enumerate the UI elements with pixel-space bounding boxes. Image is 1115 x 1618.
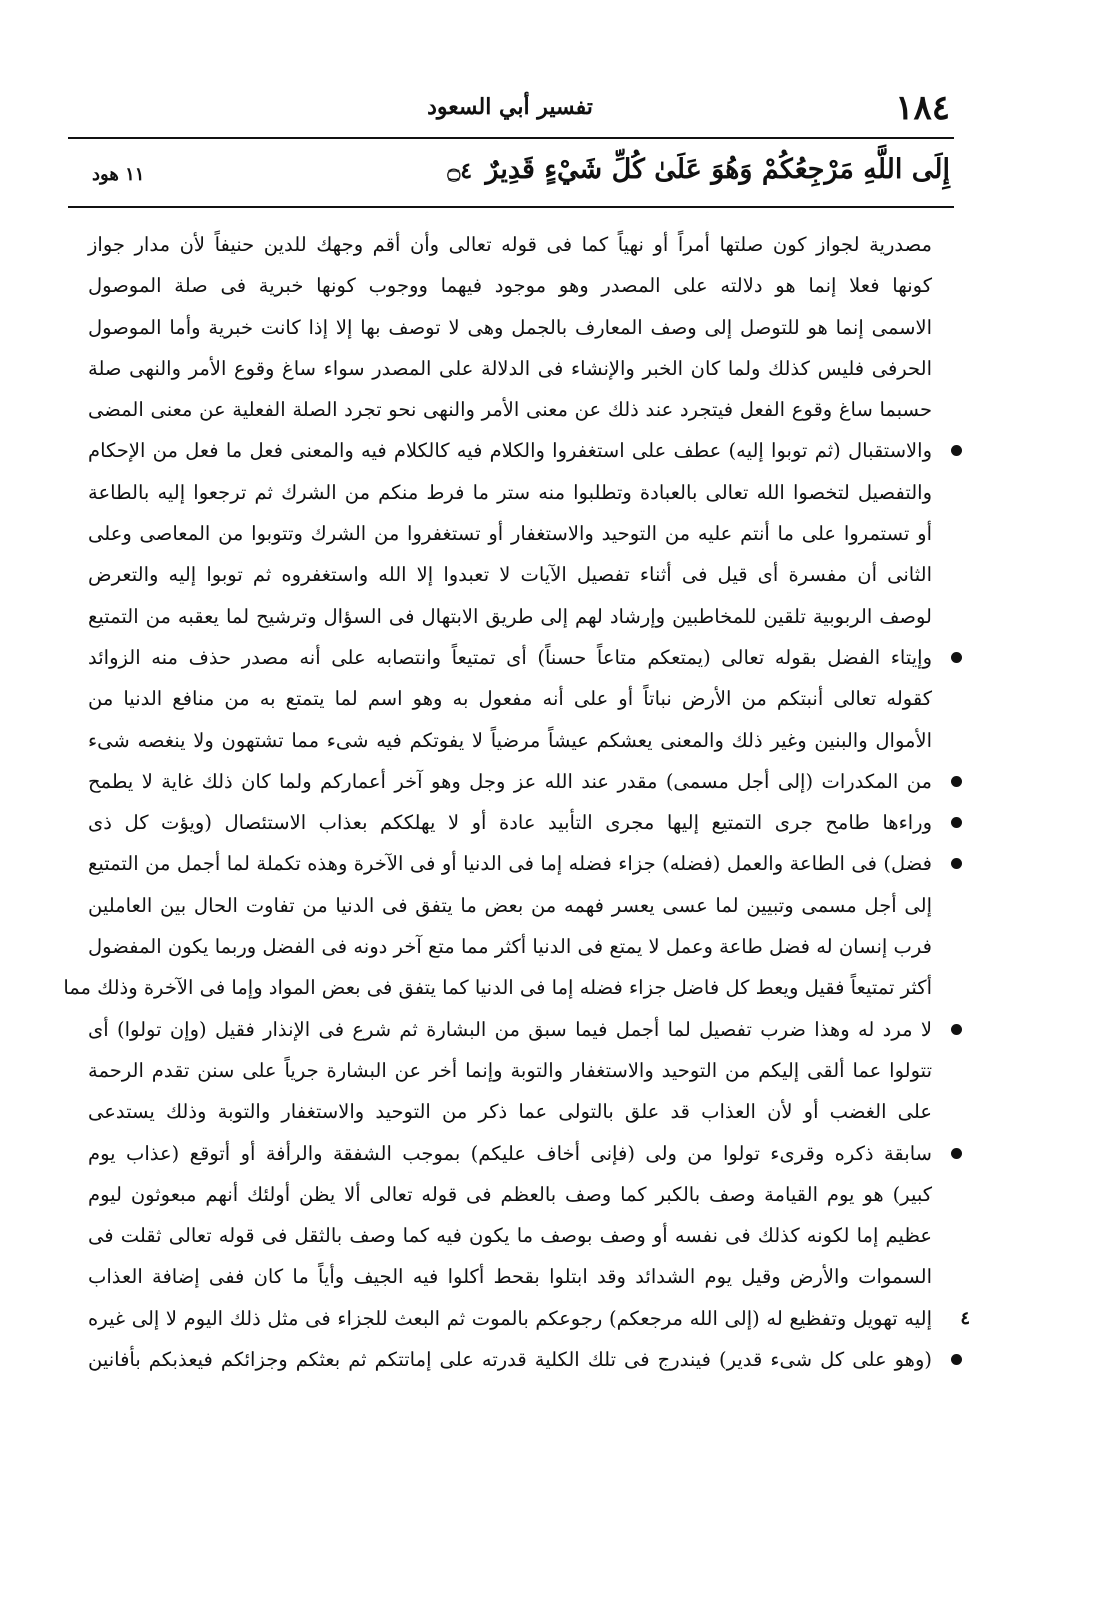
text-line (88, 1133, 932, 1174)
line-text: عظيم إما لكونه كذلك فى نفسه أو وصف بوصف ما يكون فيه كما وصف بالثقل فى قوله تعالى ثقلت فى (88, 1224, 932, 1248)
line-text: لوصف الربوبية تلقين للمخاطبين وإرشاد لهم إلى طريق الابتهال فى السؤال وترشيح لما يعقبه من التمتيع (88, 604, 932, 628)
text-line (63, 967, 932, 1008)
line-text: إليه تهويل وتفظيع له (إلى الله مرجعكم) رجوعكم بالموت ثم البعث للجزاء فى مثل ذلك اليوم لا إلى غيره (88, 1306, 932, 1330)
line-text: الأموال والبنين وغير ذلك والمعنى يعشكم عيشاً مرضياً لا يفوتكم فيه شىء مما تشتهون ولا ينغصه شىء (88, 728, 932, 752)
quran-verse (447, 154, 950, 185)
line-text: أكثر تمتيعاً فقيل ويعط كل فاضل جزاء فضله إما فى الدنيا كما يتفق فى بعض المواد وإما فى الآخرة وذلك مما (63, 976, 932, 1000)
line-text: فرب إنسان له فضل طاعة وعمل لا يمتع فى الدنيا أكثر مما متع آخر دونه فى الفضل وربما يكون المفضول (88, 935, 933, 959)
text-line (88, 843, 932, 884)
line-text: السموات والأرض وقيل يوم الشدائد وقد ابتلوا بقحط أكلوا فيه الجيف وأياً ما كان ففى إضافة العذاب (88, 1265, 932, 1289)
paragraph-bullet-icon (951, 445, 962, 456)
line-text: لا مرد له وهذا ضرب تفصيل لما أجمل فيما سبق من البشارة ثم شرع فى الإنذار فقيل (وإن تولوا) أى (88, 1017, 932, 1041)
text-line (88, 1339, 932, 1380)
text-line (88, 678, 932, 719)
text-line (88, 265, 932, 306)
line-text: الحرفى فليس كذلك ولما كان الخبر والإنشاء فى الدلالة على المصدر سواء ساغ وقوع الأمر والنهى صلة (88, 356, 932, 380)
text-line (88, 926, 932, 967)
verse-end-icon: ۝٤ (447, 157, 473, 184)
text-line (88, 1050, 932, 1091)
line-text: كقوله تعالى أنبتكم من الأرض نباتاً أو على أنه مفعول به وهو اسم لما يتمتع به من منافع الدنيا من (88, 687, 932, 711)
line-text: الثانى أن مفسرة أى قيل فى أثناء تفصيل الآيات لا تعبدوا إلا الله واستغفروه ثم توبوا إليه والتعرض (88, 563, 932, 587)
paragraph-bullet-icon (951, 776, 962, 787)
line-text: وإيتاء الفضل بقوله تعالى (يمتعكم متاعاً حسناً) أى تمتيعاً وانتصابه على أنه مصدر حذف منه الزوائد (88, 645, 932, 669)
text-line (88, 389, 932, 430)
header-divider (68, 137, 954, 139)
line-text: كبير) هو يوم القيامة وصف بالكبر كما وصف بالعظم فى قوله تعالى ألا يظن أولئك أنهم مبعوثون ليوم (88, 1182, 932, 1206)
verse-divider (68, 206, 954, 208)
text-line (88, 885, 932, 926)
line-text: (وهو على كل شىء قدير) فيندرج فى تلك الكلية قدرته على إماتتكم ثم بعثكم وجزائكم فيعذبكم بأفانين (88, 1348, 932, 1372)
text-line (88, 472, 932, 513)
line-text: كونها فعلا إنما هو دلالته على المصدر وهو موجود فيهما ووجوب كونها خبرية فى صلة الموصول (88, 274, 932, 298)
paragraph-bullet-icon (951, 1024, 962, 1035)
line-text: الاسمى إنما هو للتوصل إلى وصف المعارف بالجمل وهى لا توصف بها إلا إذا كانت خبرية وأما الموصول (88, 315, 932, 339)
text-line (88, 1256, 932, 1297)
line-text: وراءها طامح جرى التمتيع إليها مجرى التأبيد عادة أو لا يهلككم بعذاب الاستئصال (ويؤت كل ذى (88, 811, 932, 835)
verse-number-marker: ٤ (960, 1307, 970, 1329)
text-line (88, 637, 932, 678)
paragraph-bullet-icon (951, 652, 962, 663)
quran-verse-text: إِلَى اللَّهِ مَرْجِعُكُمْ وَهُوَ عَلَىٰ كُلِّ شَيْءٍ قَدِيرٌ (485, 154, 950, 185)
text-line (88, 513, 932, 554)
paragraph-bullet-icon (951, 1354, 962, 1365)
text-line (88, 761, 932, 802)
line-text: أو تستمروا على ما أنتم عليه من التوحيد والاستغفار أو تستغفروا من الشرك وتتوبوا من المعاصى وعلى (88, 522, 932, 546)
text-line (88, 1009, 932, 1050)
line-text: والتفصيل لتخصوا الله تعالى بالعبادة وتطلبوا منه ستر ما فرط منكم من الشرك ثم ترجعوا إليه بالطاعة (88, 480, 932, 504)
line-text: إلى أجل مسمى وتبيين لما عسى يعسر فهمه من بعض ما يتفق فى الدنيا من تفاوت الحال بين العاملين (88, 893, 932, 917)
running-head (70, 88, 950, 128)
text-line (88, 1091, 932, 1132)
tafsir-body-text (63, 224, 970, 1380)
text-line (88, 720, 932, 761)
line-text: من المكدرات (إلى أجل مسمى) مقدر عند الله عز وجل وهو آخر أعماركم ولما كان ذلك غاية لا يطمح (88, 769, 932, 793)
text-line (88, 224, 932, 265)
text-line (88, 1174, 932, 1215)
page-number: ١٨٤ (895, 88, 950, 128)
paragraph-bullet-icon (951, 1148, 962, 1159)
line-text: تتولوا عما ألقى إليكم من التوحيد والاستغفار والتوبة وإنما أخر عن البشارة جرياً على سنن تقدم الرحمة (88, 1058, 932, 1082)
text-line (88, 802, 932, 843)
line-text: والاستقبال (ثم توبوا إليه) عطف على استغفروا والكلام فيه كالكلام فيه والمعنى فعل ما فعل من الإحكام (88, 439, 932, 463)
text-line (88, 1298, 970, 1339)
line-text: سابقة ذكره وقرىء تولوا من ولى (فإنى أخاف عليكم) بموجب الشفقة والرأفة أو أتوقع (عذاب يوم (88, 1141, 932, 1165)
paragraph-bullet-icon (951, 858, 962, 869)
book-title: تفسير أبي السعود (427, 94, 593, 120)
text-line (88, 430, 932, 471)
line-text: حسبما ساغ وقوع الفعل فيتجرد عند ذلك عن معنى الأمر والنهى نحو تجرد الصلة الفعلية عن معنى المضى (88, 398, 932, 422)
line-text: فضل) فى الطاعة والعمل (فضله) جزاء فضله إما فى الدنيا أو فى الآخرة وهذه تكملة لما أجمل من التمتيع (88, 852, 932, 876)
quran-verse-header (70, 150, 950, 198)
paragraph-bullet-icon (951, 817, 962, 828)
text-line (88, 554, 932, 595)
text-line (88, 348, 932, 389)
text-line (88, 307, 932, 348)
text-line (88, 596, 932, 637)
text-line (88, 1215, 932, 1256)
surah-reference: ١١ هود (92, 164, 145, 185)
line-text: على الغضب أو لأن العذاب قد علق بالتولى عما ذكر من التوحيد والاستغفار والتوبة وذلك يستدعى (88, 1100, 932, 1124)
line-text: مصدرية لجواز كون صلتها أمراً أو نهياً كما فى قوله تعالى وأن أقم وجهك للدين حنيفاً لأن مدار جواز (88, 233, 932, 256)
